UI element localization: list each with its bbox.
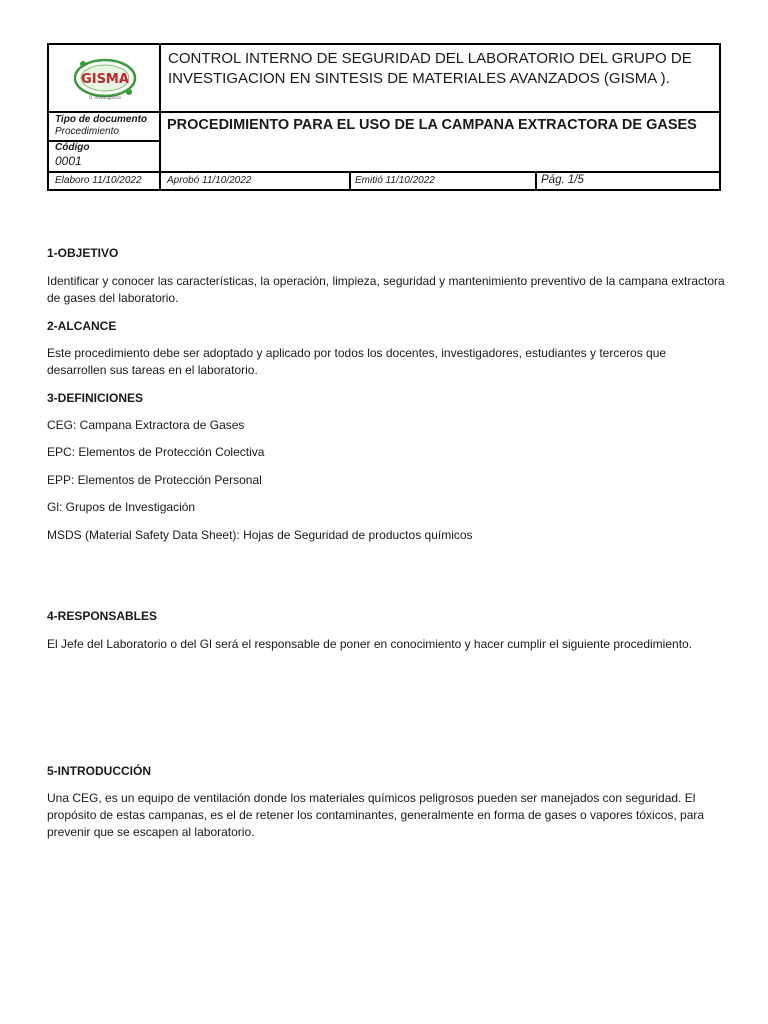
gisma-logo-icon — [69, 52, 141, 104]
doc-type-value: Procedimiento — [55, 126, 119, 137]
header-divider — [49, 171, 719, 173]
header-title: CONTROL INTERNO DE SEGURIDAD DEL LABORATORIO DEL GRUPO DE INVESTIGACION EN SINTESIS DE MATERIALES AVANZADOS (GISMA ). — [168, 50, 692, 87]
section-heading-alcance: 2-ALCANCE — [47, 319, 117, 333]
emitio-date: Emitió 11/10/2022 — [355, 175, 435, 186]
header-divider — [535, 171, 537, 189]
definition-item: CEG: Campana Extractora de Gases — [47, 418, 245, 432]
section-text-alcance: Este procedimiento debe ser adoptado y aplicado por todos los docentes, investigadores, estudiantes y terceros que desarrollen sus tareas en el laboratorio. — [47, 346, 667, 377]
header-divider — [49, 111, 719, 113]
page-number: Pág. 1/5 — [541, 174, 584, 186]
elaboro-date: Elaboro 11/10/2022 — [55, 175, 142, 186]
section-heading-definiciones: 3-DEFINICIONES — [47, 391, 144, 405]
section-text-introduccion: Una CEG, es un equipo de ventilación donde los materiales químicos peligrosos pueden ser manejados con seguridad. El propósito de estas campanas, es el de retener los contaminantes, generalmente en forma de gases o vapores tóxicos, para prevenir que se escapen al laboratorio. — [47, 791, 705, 839]
logo — [49, 45, 160, 111]
section-heading-responsables: 4-RESPONSABLES — [47, 609, 158, 623]
section-text-responsables: El Jefe del Laboratorio o del Gl será el responsable de poner en conocimiento y hacer cumplir el siguiente procedimiento. — [47, 637, 693, 651]
procedure-title: PROCEDIMIENTO PARA EL USO DE LA CAMPANA EXTRACTORA DE GASES — [167, 117, 697, 133]
section-heading-introduccion: 5-INTRODUCCIÓN — [47, 764, 151, 778]
definition-item: EPC: Elementos de Protección Colectiva — [47, 445, 265, 459]
code-value: 0001 — [55, 154, 82, 168]
section-text-objetivo: Identificar y conocer las características, la operación, limpieza, seguridad y mantenimiento preventivo de la campana extractora de gases del laboratorio. — [47, 274, 725, 305]
logo-text: GISMA — [80, 72, 129, 87]
header-divider — [349, 171, 351, 189]
definition-item: EPP: Elementos de Protección Personal — [47, 473, 262, 487]
aprobo-date: Aprobó 11/10/2022 — [167, 175, 252, 186]
logo-tagline: Q. Investigación — [88, 95, 121, 100]
document-header-table — [47, 43, 721, 191]
code-label: Código — [55, 142, 90, 153]
doc-type-label: Tipo de documento — [55, 114, 148, 125]
code-block — [55, 142, 89, 169]
doc-type-block — [55, 114, 147, 138]
section-heading-objetivo: 1-OBJETIVO — [47, 246, 119, 260]
definition-item: Gl: Grupos de Investigación — [47, 500, 196, 514]
definition-item: MSDS (Material Safety Data Sheet): Hojas de Seguridad de productos químicos — [47, 528, 473, 542]
